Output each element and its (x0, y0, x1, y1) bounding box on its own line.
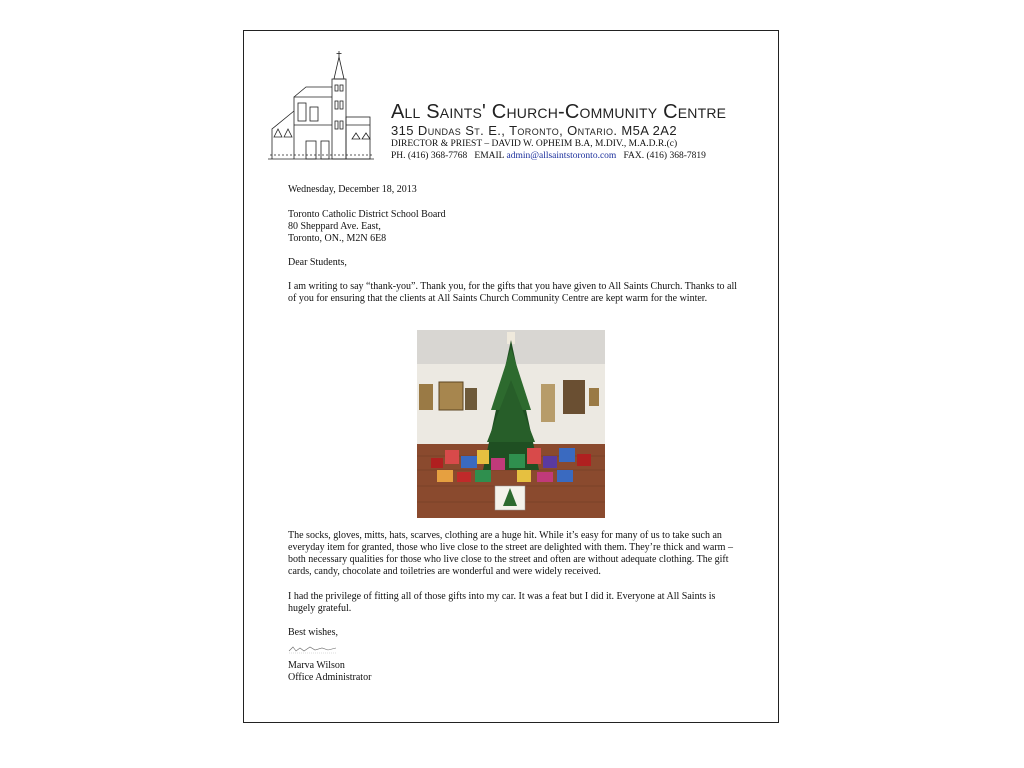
phone: PH. (416) 368-7768 (391, 151, 468, 161)
closing: Best wishes, (288, 627, 338, 638)
signer-title: Office Administrator (288, 672, 372, 683)
fax: FAX. (416) 368-7819 (623, 151, 706, 161)
recipient-address (288, 209, 744, 245)
email-label: EMAIL (474, 151, 505, 161)
recipient-line: Toronto, ON., M2N 6E8 (288, 233, 387, 244)
salutation: Dear Students, (288, 257, 347, 268)
recipient-line: 80 Sheppard Ave. East, (288, 221, 381, 232)
christmas-tree-gifts-photo (417, 330, 605, 518)
letter-page (243, 30, 779, 723)
recipient-line: Toronto Catholic District School Board (288, 209, 446, 220)
paragraph: I had the privilege of fitting all of those gifts into my car. It was a feat but I did it. Everyone at All Saints is hugely grateful. (288, 591, 716, 614)
church-logo (266, 49, 376, 161)
email-link[interactable]: admin@allsaintstoronto.com (506, 151, 617, 161)
paragraph: I am writing to say “thank-you”. Thank you, for the gifts that you have given to All Saints Church. Thanks to all of you for ensuring that the clients at All Saints Church Community Centre are kept warm for the winter. (288, 281, 737, 304)
org-name: All Saints' Church-Community Centre (391, 101, 727, 123)
signer-block (288, 660, 744, 684)
contact-line (391, 151, 706, 161)
director-line: DIRECTOR & PRIEST – DAVID W. OPHEIM B.A, M.DIV., M.A.D.R.(c) (391, 139, 678, 149)
signature (288, 644, 338, 654)
letter-date: Wednesday, December 18, 2013 (288, 184, 417, 195)
paragraph: The socks, gloves, mitts, hats, scarves, clothing are a huge hit. While it’s easy for many of us to take such an everyday item for granted, those who live close to the street are delighted with them. They’re thick and warm – both necessary qualities for those who live close to the street and often are without adequate clothing. The gift cards, candy, chocolate and toiletries are wonderful and were widely received. (288, 530, 733, 577)
org-address: 315 Dundas St. E., Toronto, Ontario. M5A 2A2 (391, 123, 677, 138)
signer-name: Marva Wilson (288, 660, 345, 671)
